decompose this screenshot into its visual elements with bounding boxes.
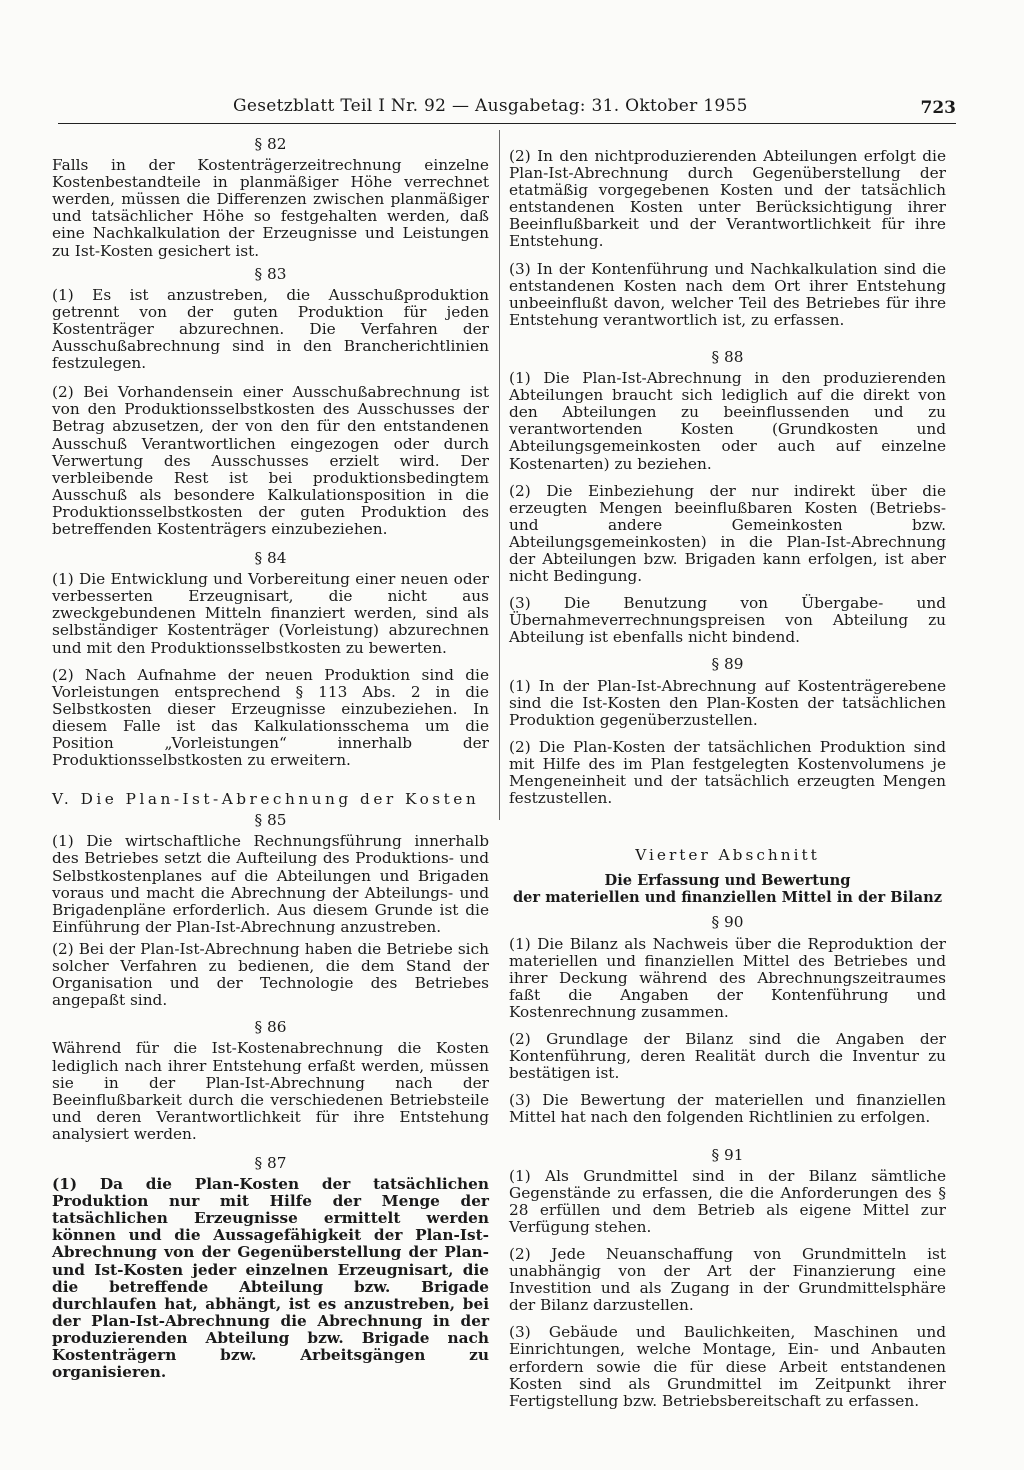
paragraph-91-1: (1) Als Grundmittel sind in der Bilanz sämtliche Gegenstände zu erfassen, die die Anforderungen des § 28 erfüllen und dem Betrieb als eigene Mittel zur Verfügung stehen. — [509, 1166, 946, 1236]
paragraph-83-2: (2) Bei Vorhandensein einer Ausschußabrechnung ist von den Produktionsselbstkosten des Ausschusses der Betrag abzusetzen, der von den für den entstandenen Ausschuß Verantwortlichen eingezogen oder durch Verwertung des Ausschusses erzielt wird. Der verbleibende Rest ist bei produktionsbedingtem Ausschuß als besondere Kalkulationsposition in die Produktionsselbstkosten der guten Produktion des betreffenden Kostenträgers einzubeziehen. — [52, 383, 489, 538]
paragraph-84-2: (2) Nach Aufnahme der neuen Produktion sind die Vorleistungen entsprechend § 113 Abs. 2 in die Selbstkosten dieser Erzeugnisse einzubeziehen. In diesem Falle ist das Kalkulationsschema um die Position „Vorleistungen“ innerhalb der Produktionsselbstkosten zu erweitern. — [52, 665, 489, 770]
section-title-83: § 83 — [254, 264, 287, 283]
section-title-82: § 82 — [254, 135, 287, 153]
column-separator — [499, 130, 500, 820]
header-rule — [58, 123, 956, 124]
paragraph-90-2: (2) Grundlage der Bilanz sind die Angaben der Kontenführung, deren Realität durch die Inventur zu bestätigen ist. — [509, 1030, 946, 1083]
paragraph-82-1: Falls in der Kostenträgerzeitrechnung einzelne Kostenbestandteile in planmäßiger Höhe verrechnet werden, müssen die Differenzen zwischen planmäßiger und tatsächlicher Höhe so festgehalten werden, daß eine Nachkalkulation der Erzeugnisse und Leistungen zu Ist-Kosten gesichert ist. — [52, 156, 489, 260]
right-column — [509, 130, 946, 1415]
paragraph-87-3: (3) In der Kontenführung und Nachkalkulation sind die entstandenen Kosten nach dem Ort ihrer Entstehung unbeeinflußt davon, welcher Teil des Betriebes für ihre Entstehung verantwortlich ist, zu erfassen. — [509, 259, 946, 329]
chapter-heading: Vierter Abschnitt — [635, 846, 820, 865]
section-title-89: § 89 — [711, 655, 744, 674]
left-column — [52, 130, 489, 1386]
paragraph-89-1: (1) In der Plan-Ist-Abrechnung auf Kostenträgerebene sind die Ist-Kosten den Plan-Kosten der tatsächlichen Produktion gegenüberzustellen. — [509, 676, 946, 729]
chapter-title-line-1: Die Erfassung und Bewertung — [604, 872, 851, 890]
section-title-90: § 90 — [711, 913, 744, 932]
paragraph-86-1: Während für die Ist-Kostenabrechnung die Kosten lediglich nach ihrer Entstehung erfaßt werden, müssen sie in der Plan-Ist-Abrechnung nach der Beeinflußbarkeit durch die verschiedenen Betriebsteile und deren Verantwortlichkeit für ihre Entstehung analysiert werden. — [52, 1039, 489, 1143]
section-title-87: § 87 — [254, 1153, 287, 1172]
section-title-84: § 84 — [254, 549, 287, 568]
running-title: Gesetzblatt Teil I Nr. 92 — Ausgabetag: 31. Oktober 1955 — [233, 96, 748, 116]
paragraph-91-3: (3) Gebäude und Baulichkeiten, Maschinen und Einrichtungen, welche Montage, Ein- und Anbauten erfordern sowie die für diese Arbeit entstandenen Kosten sind als Grundmittel im Zeitpunkt ihrer Fertigstellung bzw. Betriebsbereitschaft zu erfassen. — [509, 1323, 946, 1410]
chapter-title-line-2: der materiellen und finanziellen Mittel in der Bilanz — [512, 889, 943, 907]
paragraph-87-2: (2) In den nichtproduzierenden Abteilungen erfolgt die Plan-Ist-Abrechnung durch Gegenüberstellung der etatmäßig vorgegebenen Kosten und der tatsächlich entstandenen Kosten unter Berücksichtigung ihrer Beeinflußbarkeit und der Verantwortlichkeit für ihre Entstehung. — [509, 147, 946, 251]
paragraph-90-3: (3) Die Bewertung der materiellen und finanziellen Mittel hat nach den folgenden Richtlinien zu erfolgen. — [509, 1091, 946, 1127]
paragraph-84-1: (1) Die Entwicklung und Vorbereitung einer neuen oder verbesserten Erzeugnisart, die nicht aus zweckgebundenen Mitteln finanziert werden, sind als selbständiger Kostenträger (Vorleistung) abzurechnen und mit den Produktionsselbstkosten zu bewerten. — [52, 570, 489, 657]
section-title-85: § 85 — [254, 811, 287, 830]
paragraph-85-2: (2) Bei der Plan-Ist-Abrechnung haben die Betriebe sich solcher Verfahren zu bedienen, die dem Stand der Organisation und der Technologie des Betriebes angepaßt sind. — [52, 939, 489, 1010]
part-v-heading: V. Die Plan-Ist-Abrechnung der Kosten — [52, 790, 480, 809]
paragraph-88-1: (1) Die Plan-Ist-Abrechnung in den produzierenden Abteilungen braucht sich lediglich auf die direkt von den Abteilungen zu beeinflussenden und zu verantwortenden Kosten (Grundkosten und Abteilungsgemeinkosten oder auch auf einzelne Kostenarten) zu beziehen. — [509, 369, 946, 473]
section-title-86: § 86 — [254, 1018, 287, 1037]
paragraph-88-2: (2) Die Einbeziehung der nur indirekt über die erzeugten Mengen beeinflußbaren Kosten (Betriebs- und andere Gemeinkosten bzw. Abteilungsgemeinkosten) in die Plan-Ist-Abrechnung der Abteilungen bzw. Brigaden kann erfolgen, ist aber nicht Bedingung. — [509, 481, 946, 586]
section-title-91: § 91 — [711, 1145, 744, 1164]
page-header — [58, 96, 956, 124]
section-title-88: § 88 — [711, 347, 744, 366]
paragraph-87-1: (1) Da die Plan-Kosten der tatsächlichen Produktion nur mit Hilfe der Menge der tatsächlichen Erzeugnisse ermittelt werden können und die Aussagefähigkeit der Plan-Ist-Abrechnung von der Gegenüberstellung der Plan- und Ist-Kosten jeder einzelnen Erzeugnisart, die die betreffende Abteilung bzw. Brigade durchlaufen hat, abhängt, ist es anzustreben, bei der Plan-Ist-Abrechnung die Abrechnung in der produzierenden Abteilung bzw. Brigade nach Kostenträgern bzw. Arbeitsgängen zu organisieren. — [52, 1175, 489, 1382]
paragraph-89-2: (2) Die Plan-Kosten der tatsächlichen Produktion sind mit Hilfe des im Plan festgelegten Kostenvolumens je Mengeneinheit und der tatsächlich erzeugten Mengen festzustellen. — [509, 737, 946, 808]
page-number: 723 — [920, 98, 956, 118]
paragraph-88-3: (3) Die Benutzung von Übergabe- und Übernahmeverrechnungspreisen von Abteilung zu Abteilung ist ebenfalls nicht bindend. — [509, 594, 946, 647]
paragraph-83-1: (1) Es ist anzustreben, die Ausschußproduktion getrennt von der guten Produktion für jeden Kostenträger abzurechnen. Die Verfahren der Ausschußabrechnung sind in den Brancherichtlinien festzulegen. — [52, 285, 489, 373]
paragraph-85-1: (1) Die wirtschaftliche Rechnungsführung innerhalb des Betriebes setzt die Aufteilung des Produktions- und Selbstkostenplanes auf die Abteilungen und Brigaden voraus und macht die Abrechnung der Abteilungs- und Brigadenpläne erforderlich. Aus diesem Grunde ist die Einführung der Plan-Ist-Abrechnung anzustreben. — [52, 832, 489, 936]
paragraph-90-1: (1) Die Bilanz als Nachweis über die Reproduktion der materiellen und finanziellen Mittel des Betriebes und ihrer Deckung während des Abrechnungszeitraumes faßt die Angaben der Kontenführung und Kostenrechnung zusammen. — [509, 934, 946, 1021]
paragraph-91-2: (2) Jede Neuanschaffung von Grundmitteln ist unabhängig von der Art der Finanzierung eine Investition und als Zugang in der Grundmittelsphäre der Bilanz darzustellen. — [509, 1244, 946, 1315]
